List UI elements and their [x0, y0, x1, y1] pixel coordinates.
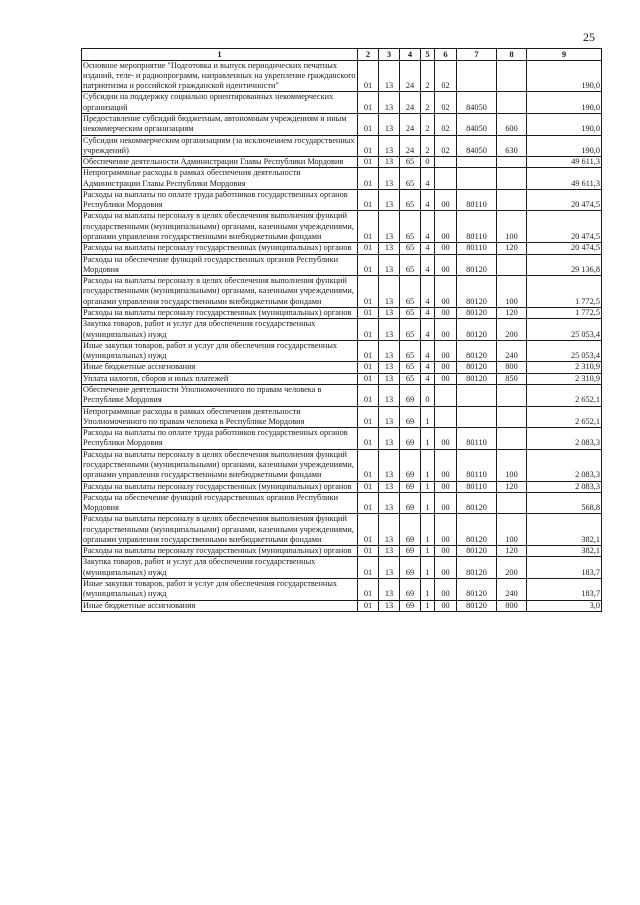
amount-cell: 382,1 [527, 514, 602, 546]
code-cell: 13 [379, 92, 400, 114]
code-cell: 13 [379, 254, 400, 276]
code-cell: 800 [497, 600, 527, 611]
code-cell: 65 [400, 211, 421, 243]
amount-cell: 183,7 [527, 557, 602, 579]
table-row [82, 579, 602, 601]
column-header: 7 [457, 49, 497, 61]
code-cell [457, 384, 497, 406]
code-cell [457, 406, 497, 428]
code-cell: 00 [435, 579, 457, 601]
code-cell: 1 [421, 481, 435, 492]
amount-cell: 49 611,3 [527, 157, 602, 168]
code-cell: 13 [379, 428, 400, 450]
code-cell: 69 [400, 514, 421, 546]
column-header: 1 [82, 49, 358, 61]
code-cell: 01 [358, 600, 379, 611]
code-cell: 80120 [457, 579, 497, 601]
amount-cell: 29 136,8 [527, 254, 602, 276]
amount-cell: 382,1 [527, 546, 602, 557]
code-cell: 4 [421, 373, 435, 384]
code-cell [457, 157, 497, 168]
row-name: Иные закупки товаров, работ и услуг для обеспечения государственных (муниципальных) нужд [82, 340, 358, 362]
column-header: 2 [358, 49, 379, 61]
table-row [82, 481, 602, 492]
code-cell: 84050 [457, 113, 497, 135]
row-name: Непрограммные расходы в рамках обеспечения деятельности Уполномоченного по правам человека в Республике Мордовия [82, 406, 358, 428]
code-cell [497, 406, 527, 428]
code-cell: 01 [358, 60, 379, 92]
code-cell: 01 [358, 449, 379, 481]
code-cell: 01 [358, 340, 379, 362]
code-cell: 13 [379, 113, 400, 135]
table-row [82, 557, 602, 579]
table-row [82, 254, 602, 276]
code-cell: 120 [497, 308, 527, 319]
amount-cell: 183,7 [527, 579, 602, 601]
code-cell: 0 [421, 157, 435, 168]
code-cell: 13 [379, 449, 400, 481]
table-row [82, 308, 602, 319]
code-cell: 80110 [457, 481, 497, 492]
amount-cell: 2 083,3 [527, 449, 602, 481]
row-name: Расходы на выплаты по оплате труда работников государственных органов Республики Мордовия [82, 189, 358, 211]
column-header: 4 [400, 49, 421, 61]
table-row [82, 189, 602, 211]
code-cell: 4 [421, 276, 435, 308]
code-cell: 100 [497, 276, 527, 308]
code-cell: 01 [358, 211, 379, 243]
code-cell: 01 [358, 373, 379, 384]
code-cell [435, 406, 457, 428]
amount-cell: 2 310,9 [527, 373, 602, 384]
code-cell: 80120 [457, 373, 497, 384]
code-cell [457, 60, 497, 92]
amount-cell: 20 474,5 [527, 189, 602, 211]
code-cell: 1 [421, 492, 435, 514]
table-row [82, 135, 602, 157]
code-cell [497, 254, 527, 276]
code-cell: 80120 [457, 514, 497, 546]
code-cell: 01 [358, 428, 379, 450]
code-cell: 02 [435, 92, 457, 114]
row-name: Расходы на выплаты персоналу государственных (муниципальных) органов [82, 243, 358, 254]
code-cell: 00 [435, 254, 457, 276]
code-cell: 200 [497, 319, 527, 341]
amount-cell: 190,0 [527, 60, 602, 92]
row-name: Иные бюджетные ассигнования [82, 600, 358, 611]
table-row [82, 319, 602, 341]
code-cell: 01 [358, 579, 379, 601]
row-name: Расходы на выплаты персоналу государственных (муниципальных) органов [82, 308, 358, 319]
code-cell: 1 [421, 546, 435, 557]
code-cell: 80120 [457, 340, 497, 362]
code-cell: 01 [358, 157, 379, 168]
code-cell [497, 189, 527, 211]
code-cell: 4 [421, 168, 435, 190]
code-cell: 01 [358, 168, 379, 190]
code-cell: 01 [358, 308, 379, 319]
code-cell: 00 [435, 276, 457, 308]
code-cell: 4 [421, 189, 435, 211]
code-cell: 00 [435, 428, 457, 450]
code-cell: 4 [421, 340, 435, 362]
row-name: Обеспечение деятельности Уполномоченного по правам человека в Республике Мордовия [82, 384, 358, 406]
code-cell: 69 [400, 384, 421, 406]
code-cell [457, 168, 497, 190]
code-cell: 13 [379, 189, 400, 211]
amount-cell: 20 474,5 [527, 211, 602, 243]
code-cell: 13 [379, 600, 400, 611]
code-cell: 00 [435, 211, 457, 243]
row-name: Расходы на выплаты персоналу государственных (муниципальных) органов [82, 546, 358, 557]
code-cell: 69 [400, 481, 421, 492]
code-cell: 01 [358, 319, 379, 341]
code-cell: 65 [400, 340, 421, 362]
code-cell: 13 [379, 373, 400, 384]
amount-cell: 20 474,5 [527, 243, 602, 254]
amount-cell: 25 053,4 [527, 340, 602, 362]
amount-cell: 2 310,9 [527, 362, 602, 373]
table-row [82, 92, 602, 114]
code-cell: 13 [379, 135, 400, 157]
code-cell: 13 [379, 340, 400, 362]
code-cell [435, 157, 457, 168]
code-cell: 240 [497, 579, 527, 601]
code-cell: 01 [358, 362, 379, 373]
code-cell: 65 [400, 362, 421, 373]
code-cell [497, 384, 527, 406]
code-cell: 120 [497, 481, 527, 492]
code-cell: 13 [379, 211, 400, 243]
code-cell: 84050 [457, 92, 497, 114]
table-row [82, 449, 602, 481]
code-cell: 2 [421, 92, 435, 114]
code-cell: 1 [421, 406, 435, 428]
code-cell: 00 [435, 340, 457, 362]
table-header-row [82, 49, 602, 61]
amount-cell: 49 611,3 [527, 168, 602, 190]
row-name: Субсидии на поддержку социально ориентированных некоммерческих организаций [82, 92, 358, 114]
table-row [82, 546, 602, 557]
row-name: Расходы на выплаты по оплате труда работников государственных органов Республики Мордовия [82, 428, 358, 450]
row-name: Иные закупки товаров, работ и услуг для обеспечения государственных (муниципальных) нужд [82, 579, 358, 601]
row-name: Обеспечение деятельности Администрации Главы Республики Мордовия [82, 157, 358, 168]
code-cell: 850 [497, 373, 527, 384]
row-name: Расходы на выплаты персоналу в целях обеспечения выполнения функций государственными (муниципальными) органами, казенными учреждениями, органами управления государственными внебюджетными фондами [82, 449, 358, 481]
code-cell: 1 [421, 449, 435, 481]
code-cell: 01 [358, 492, 379, 514]
code-cell: 01 [358, 92, 379, 114]
code-cell: 80120 [457, 600, 497, 611]
code-cell: 120 [497, 546, 527, 557]
code-cell: 01 [358, 557, 379, 579]
code-cell: 69 [400, 449, 421, 481]
code-cell [497, 492, 527, 514]
amount-cell: 190,0 [527, 92, 602, 114]
code-cell: 13 [379, 308, 400, 319]
code-cell: 80110 [457, 211, 497, 243]
code-cell: 69 [400, 428, 421, 450]
code-cell: 02 [435, 135, 457, 157]
code-cell: 80120 [457, 546, 497, 557]
code-cell: 02 [435, 113, 457, 135]
amount-cell: 1 772,5 [527, 308, 602, 319]
code-cell [497, 168, 527, 190]
table-row [82, 60, 602, 92]
amount-cell: 2 652,1 [527, 384, 602, 406]
code-cell: 13 [379, 406, 400, 428]
code-cell: 240 [497, 340, 527, 362]
code-cell: 800 [497, 362, 527, 373]
code-cell: 13 [379, 384, 400, 406]
code-cell: 00 [435, 600, 457, 611]
code-cell: 630 [497, 135, 527, 157]
code-cell: 01 [358, 481, 379, 492]
code-cell [497, 428, 527, 450]
code-cell: 65 [400, 189, 421, 211]
code-cell: 69 [400, 579, 421, 601]
row-name: Расходы на обеспечение функций государственных органов Республики Мордовия [82, 492, 358, 514]
code-cell: 01 [358, 276, 379, 308]
table-row [82, 362, 602, 373]
code-cell: 65 [400, 308, 421, 319]
code-cell: 69 [400, 546, 421, 557]
amount-cell: 2 652,1 [527, 406, 602, 428]
code-cell: 80110 [457, 189, 497, 211]
code-cell: 00 [435, 557, 457, 579]
amount-cell: 568,8 [527, 492, 602, 514]
code-cell: 01 [358, 254, 379, 276]
code-cell: 65 [400, 254, 421, 276]
code-cell: 80120 [457, 557, 497, 579]
code-cell: 100 [497, 449, 527, 481]
row-name: Расходы на выплаты персоналу в целях обеспечения выполнения функций государственными (муниципальными) органами, казенными учреждениями, органами управления государственными внебюджетными фондами [82, 276, 358, 308]
code-cell: 00 [435, 362, 457, 373]
column-header: 3 [379, 49, 400, 61]
row-name: Предоставление субсидий бюджетным, автономным учреждениям и иным некоммерческим организациям [82, 113, 358, 135]
column-header: 6 [435, 49, 457, 61]
amount-cell: 190,0 [527, 113, 602, 135]
code-cell: 4 [421, 319, 435, 341]
code-cell: 13 [379, 546, 400, 557]
code-cell: 4 [421, 254, 435, 276]
amount-cell: 190,0 [527, 135, 602, 157]
table-row [82, 211, 602, 243]
table-row [82, 492, 602, 514]
code-cell: 1 [421, 514, 435, 546]
row-name: Уплата налогов, сборов и иных платежей [82, 373, 358, 384]
code-cell [497, 92, 527, 114]
code-cell: 01 [358, 406, 379, 428]
code-cell: 65 [400, 157, 421, 168]
row-name: Основное мероприятие "Подготовка и выпуск периодических печатных изданий, теле- и радиопрограмм, направленных на укрепление гражданского патриотизма и российской гражданской идентичности" [82, 60, 358, 92]
code-cell: 100 [497, 514, 527, 546]
code-cell: 01 [358, 514, 379, 546]
code-cell [497, 157, 527, 168]
code-cell: 65 [400, 276, 421, 308]
code-cell: 1 [421, 428, 435, 450]
code-cell: 80120 [457, 254, 497, 276]
code-cell: 00 [435, 189, 457, 211]
table-row [82, 168, 602, 190]
table-row [82, 406, 602, 428]
code-cell: 1 [421, 557, 435, 579]
code-cell: 1 [421, 600, 435, 611]
code-cell: 13 [379, 492, 400, 514]
code-cell: 13 [379, 514, 400, 546]
code-cell: 4 [421, 308, 435, 319]
code-cell: 00 [435, 243, 457, 254]
table-row [82, 243, 602, 254]
table-row [82, 157, 602, 168]
code-cell: 69 [400, 557, 421, 579]
code-cell: 100 [497, 211, 527, 243]
code-cell [435, 168, 457, 190]
code-cell: 80120 [457, 319, 497, 341]
code-cell: 69 [400, 492, 421, 514]
code-cell: 80110 [457, 428, 497, 450]
code-cell: 4 [421, 362, 435, 373]
code-cell: 80120 [457, 276, 497, 308]
code-cell: 80120 [457, 492, 497, 514]
code-cell: 13 [379, 168, 400, 190]
row-name: Закупка товаров, работ и услуг для обеспечения государственных (муниципальных) нужд [82, 319, 358, 341]
code-cell: 00 [435, 449, 457, 481]
code-cell: 65 [400, 373, 421, 384]
table-row [82, 373, 602, 384]
amount-cell: 2 083,3 [527, 428, 602, 450]
code-cell: 13 [379, 481, 400, 492]
row-name: Расходы на выплаты персоналу государственных (муниципальных) органов [82, 481, 358, 492]
code-cell [435, 384, 457, 406]
code-cell: 80120 [457, 362, 497, 373]
code-cell: 2 [421, 135, 435, 157]
code-cell: 13 [379, 319, 400, 341]
amount-cell: 25 053,4 [527, 319, 602, 341]
table-row [82, 340, 602, 362]
code-cell: 80120 [457, 308, 497, 319]
code-cell: 13 [379, 157, 400, 168]
code-cell: 120 [497, 243, 527, 254]
code-cell: 4 [421, 211, 435, 243]
code-cell: 02 [435, 60, 457, 92]
row-name: Закупка товаров, работ и услуг для обеспечения государственных (муниципальных) нужд [82, 557, 358, 579]
code-cell: 00 [435, 373, 457, 384]
table-row [82, 428, 602, 450]
code-cell: 200 [497, 557, 527, 579]
code-cell: 13 [379, 557, 400, 579]
amount-cell: 3,0 [527, 600, 602, 611]
code-cell: 600 [497, 113, 527, 135]
code-cell: 65 [400, 168, 421, 190]
code-cell: 00 [435, 514, 457, 546]
code-cell: 24 [400, 113, 421, 135]
column-header: 9 [527, 49, 602, 61]
code-cell: 01 [358, 135, 379, 157]
code-cell: 00 [435, 481, 457, 492]
code-cell: 65 [400, 319, 421, 341]
code-cell: 80110 [457, 449, 497, 481]
column-header: 8 [497, 49, 527, 61]
code-cell: 0 [421, 384, 435, 406]
amount-cell: 1 772,5 [527, 276, 602, 308]
row-name: Расходы на обеспечение функций государственных органов Республики Мордовия [82, 254, 358, 276]
row-name: Субсидии некоммерческим организациям (за исключением государственных учреждений) [82, 135, 358, 157]
code-cell: 13 [379, 243, 400, 254]
code-cell: 13 [379, 276, 400, 308]
code-cell: 84050 [457, 135, 497, 157]
page-number: 25 [583, 30, 595, 44]
table-row [82, 600, 602, 611]
code-cell: 13 [379, 362, 400, 373]
code-cell: 24 [400, 92, 421, 114]
table-row [82, 384, 602, 406]
code-cell: 00 [435, 308, 457, 319]
table-row [82, 113, 602, 135]
code-cell: 01 [358, 384, 379, 406]
amount-cell: 2 083,3 [527, 481, 602, 492]
code-cell: 13 [379, 60, 400, 92]
code-cell: 13 [379, 579, 400, 601]
code-cell: 24 [400, 60, 421, 92]
code-cell: 01 [358, 189, 379, 211]
column-header: 5 [421, 49, 435, 61]
code-cell: 00 [435, 319, 457, 341]
table-row [82, 514, 602, 546]
code-cell: 80110 [457, 243, 497, 254]
row-name: Расходы на выплаты персоналу в целях обеспечения выполнения функций государственными (муниципальными) органами, казенными учреждениями, органами управления государственными внебюджетными фондами [82, 514, 358, 546]
code-cell: 69 [400, 406, 421, 428]
code-cell: 01 [358, 113, 379, 135]
code-cell: 24 [400, 135, 421, 157]
code-cell: 01 [358, 243, 379, 254]
table-row [82, 276, 602, 308]
code-cell: 65 [400, 243, 421, 254]
code-cell: 1 [421, 579, 435, 601]
row-name: Непрограммные расходы в рамках обеспечения деятельности Администрации Главы Республики Мордовия [82, 168, 358, 190]
budget-table [81, 48, 602, 612]
code-cell: 2 [421, 60, 435, 92]
code-cell [497, 60, 527, 92]
code-cell: 69 [400, 600, 421, 611]
code-cell: 2 [421, 113, 435, 135]
row-name: Иные бюджетные ассигнования [82, 362, 358, 373]
row-name: Расходы на выплаты персоналу в целях обеспечения выполнения функций государственными (муниципальными) органами, казенными учреждениями, органами управления государственными внебюджетными фондами [82, 211, 358, 243]
code-cell: 4 [421, 243, 435, 254]
code-cell: 00 [435, 492, 457, 514]
code-cell: 00 [435, 546, 457, 557]
code-cell: 01 [358, 546, 379, 557]
